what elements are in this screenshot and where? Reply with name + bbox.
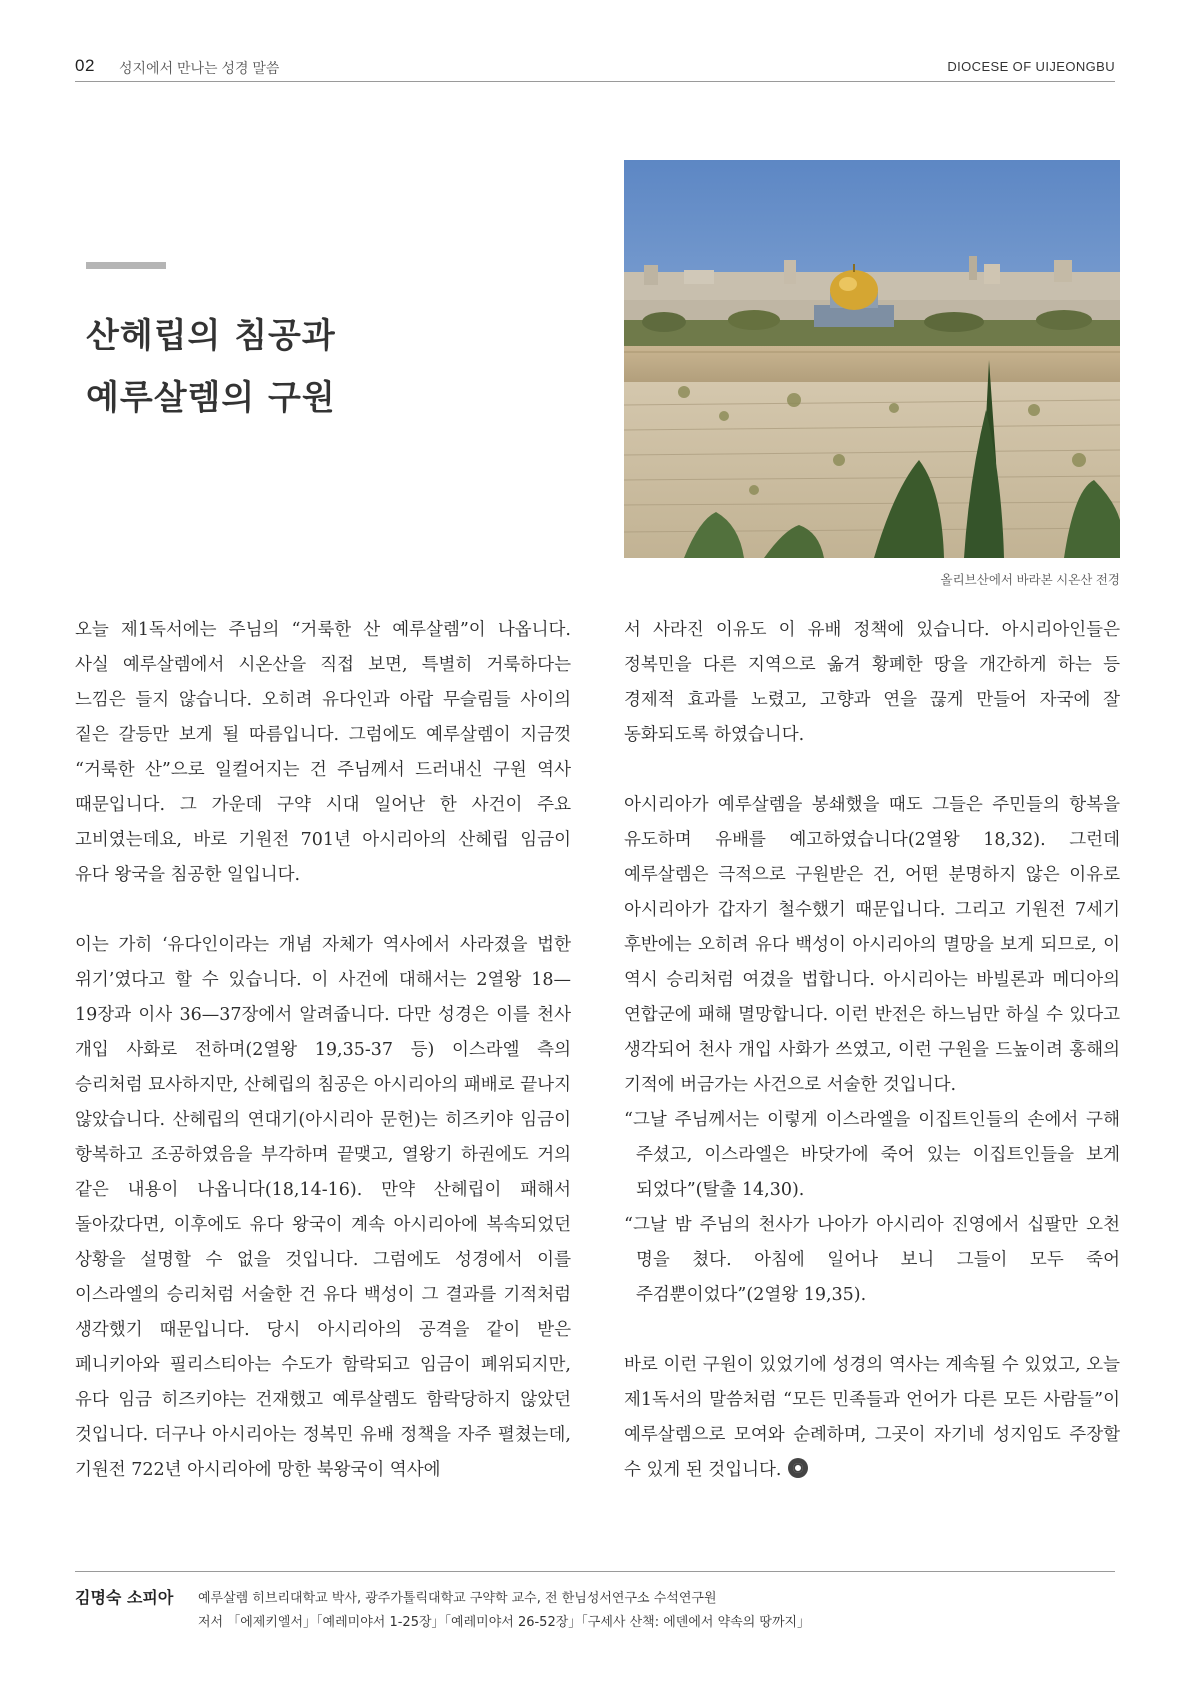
bible-quote: “그날 주님께서는 이렇게 이스라엘을 이집트인들의 손에서 구해 주셨고, 이스라엘은 바닷가에 죽어 있는 이집트인들을 보게 되었다”(탈출 14,30). [624, 1110, 1120, 1200]
closing-paragraph [624, 1348, 1120, 1488]
article-title [86, 305, 336, 429]
title-line-2: 예루살렘의 구원 [86, 378, 336, 418]
body-right-column [624, 613, 1120, 1523]
paragraph: 이는 가히 ‘유다인이라는 개념 자체가 역사에서 사라졌을 법한 위기’였다고 할 수 있습니다. 이 사건에 대해서는 2열왕 18—19장과 이사 36—37장에서 알려줍니다. 다만 성경은 이를 천사 개입 사화로 전하며(2열왕 19,35-37 등) 이스라엘 측의 승리처럼 묘사하지만, 산헤립의 침공은 아시리아의 패배로 끝나지 않았습니다. 산헤립의 연대기(아시리아 문헌)는 히즈키야 임금이 항복하고 조공하였음을 부각하며 끝맺고, 열왕기 하권에도 거의 같은 내용이 나옵니다(18,14-16). 만약 산헤립이 패해서 돌아갔다면, 이후에도 유다 왕국이 계속 아시리아에 복속되었던 상황을 설명할 수 없을 것입니다. 그럼에도 성경에서 이를 이스라엘의 승리처럼 서술한 건 유다 백성이 그 결과를 기적처럼 생각했기 때문입니다. 당시 아시리아의 공격을 같이 받은 페니키아와 필리스티아는 수도가 함락되고 임금이 폐위되지만, 유다 임금 히즈키야는 건재했고 예루살렘도 함락당하지 않았던 것입니다. 더구나 아시리아는 정복민 유배 정책을 자주 펼쳤는데, 기원전 722년 아시리아에 망한 북왕국이 역사에 [75, 935, 571, 1480]
paragraph: 아시리아가 예루살렘을 봉쇄했을 때도 그들은 주민들의 항복을 유도하며 유배를 예고하였습니다(2열왕 18,32). 그런데 예루살렘은 극적으로 구원받은 건, 어떤 분명하지 않은 이유로 아시리아가 갑자기 철수했기 때문입니다. 그리고 기원전 7세기 후반에는 오히려 유다 백성이 아시리아의 멸망을 보게 되므로, 이 역시 승리처럼 여겼을 법합니다. 아시리아는 바빌론과 메디아의 연합군에 패해 멸망합니다. 이런 반전은 하느님만 하실 수 있다고 생각되어 천사 개입 사화가 쓰였고, 이런 구원을 드높이려 홍해의 기적에 버금가는 사건으로 서술한 것입니다. [624, 795, 1120, 1095]
footer-divider [75, 1571, 1115, 1572]
page-header [75, 54, 1115, 82]
page-number: 02 [75, 56, 95, 75]
closing-text: 바로 이런 구원이 있었기에 성경의 역사는 계속될 수 있었고, 오늘 제1독서의 말씀처럼 “모든 민족들과 언어가 다른 모든 사람들”이 예루살렘으로 모여와 순례하며, 그곳이 자기네 성지임도 주장할 수 있게 된 것입니다. [624, 1355, 1120, 1480]
paragraph: 오늘 제1독서에는 주님의 “거룩한 산 예루살렘”이 나옵니다. 사실 예루살렘에서 시온산을 직접 보면, 특별히 거룩하다는 느낌은 들지 않습니다. 오히려 유다인과 아랍 무슬림들 사이의 짙은 갈등만 보게 될 따름입니다. 그럼에도 예루살렘이 지금껏 “거룩한 산”으로 일컬어지는 건 주님께서 드러내신 구원 역사 때문입니다. 그 가운데 구약 시대 일어난 한 사건이 주요 고비였는데요, 바로 기원전 701년 아시리아의 산헤립 임금이 유다 왕국을 침공한 일입니다. [75, 620, 571, 885]
jerusalem-photo [624, 160, 1120, 558]
publisher-name: DIOCESE OF UIJEONGBU [947, 59, 1115, 74]
author-name: 김명숙 소피아 [75, 1588, 174, 1607]
author-bio [198, 1587, 810, 1635]
bible-quote: “그날 밤 주님의 천사가 나아가 아시리아 진영에서 십팔만 오천 명을 쳤다. 아침에 일어나 보니 그들이 모두 죽어 주검뿐이었다”(2열왕 19,35). [624, 1215, 1120, 1305]
photo-caption: 올리브산에서 바라본 시온산 전경 [940, 573, 1120, 587]
author-bio-line-2: 저서 「에제키엘서」「예레미야서 1-25장」「예레미야서 26-52장」「구세사 산책: 에덴에서 약속의 땅까지」 [198, 1615, 811, 1630]
title-line-1: 산헤립의 침공과 [86, 316, 336, 356]
author-bio-line-1: 예루살렘 히브리대학교 박사, 광주가톨릭대학교 구약학 교수, 전 한님성서연구소 수석연구원 [198, 1591, 717, 1606]
end-mark-icon [788, 1458, 808, 1478]
body-left-column [75, 613, 571, 1523]
section-title: 성지에서 만나는 성경 말씀 [119, 60, 280, 76]
title-accent-bar [86, 262, 166, 269]
paragraph: 서 사라진 이유도 이 유배 정책에 있습니다. 아시리아인들은 정복민을 다른 지역으로 옮겨 황폐한 땅을 개간하게 하는 등 경제적 효과를 노렸고, 고향과 연을 끊게 만들어 자국에 잘 동화되도록 하였습니다. [624, 620, 1120, 745]
